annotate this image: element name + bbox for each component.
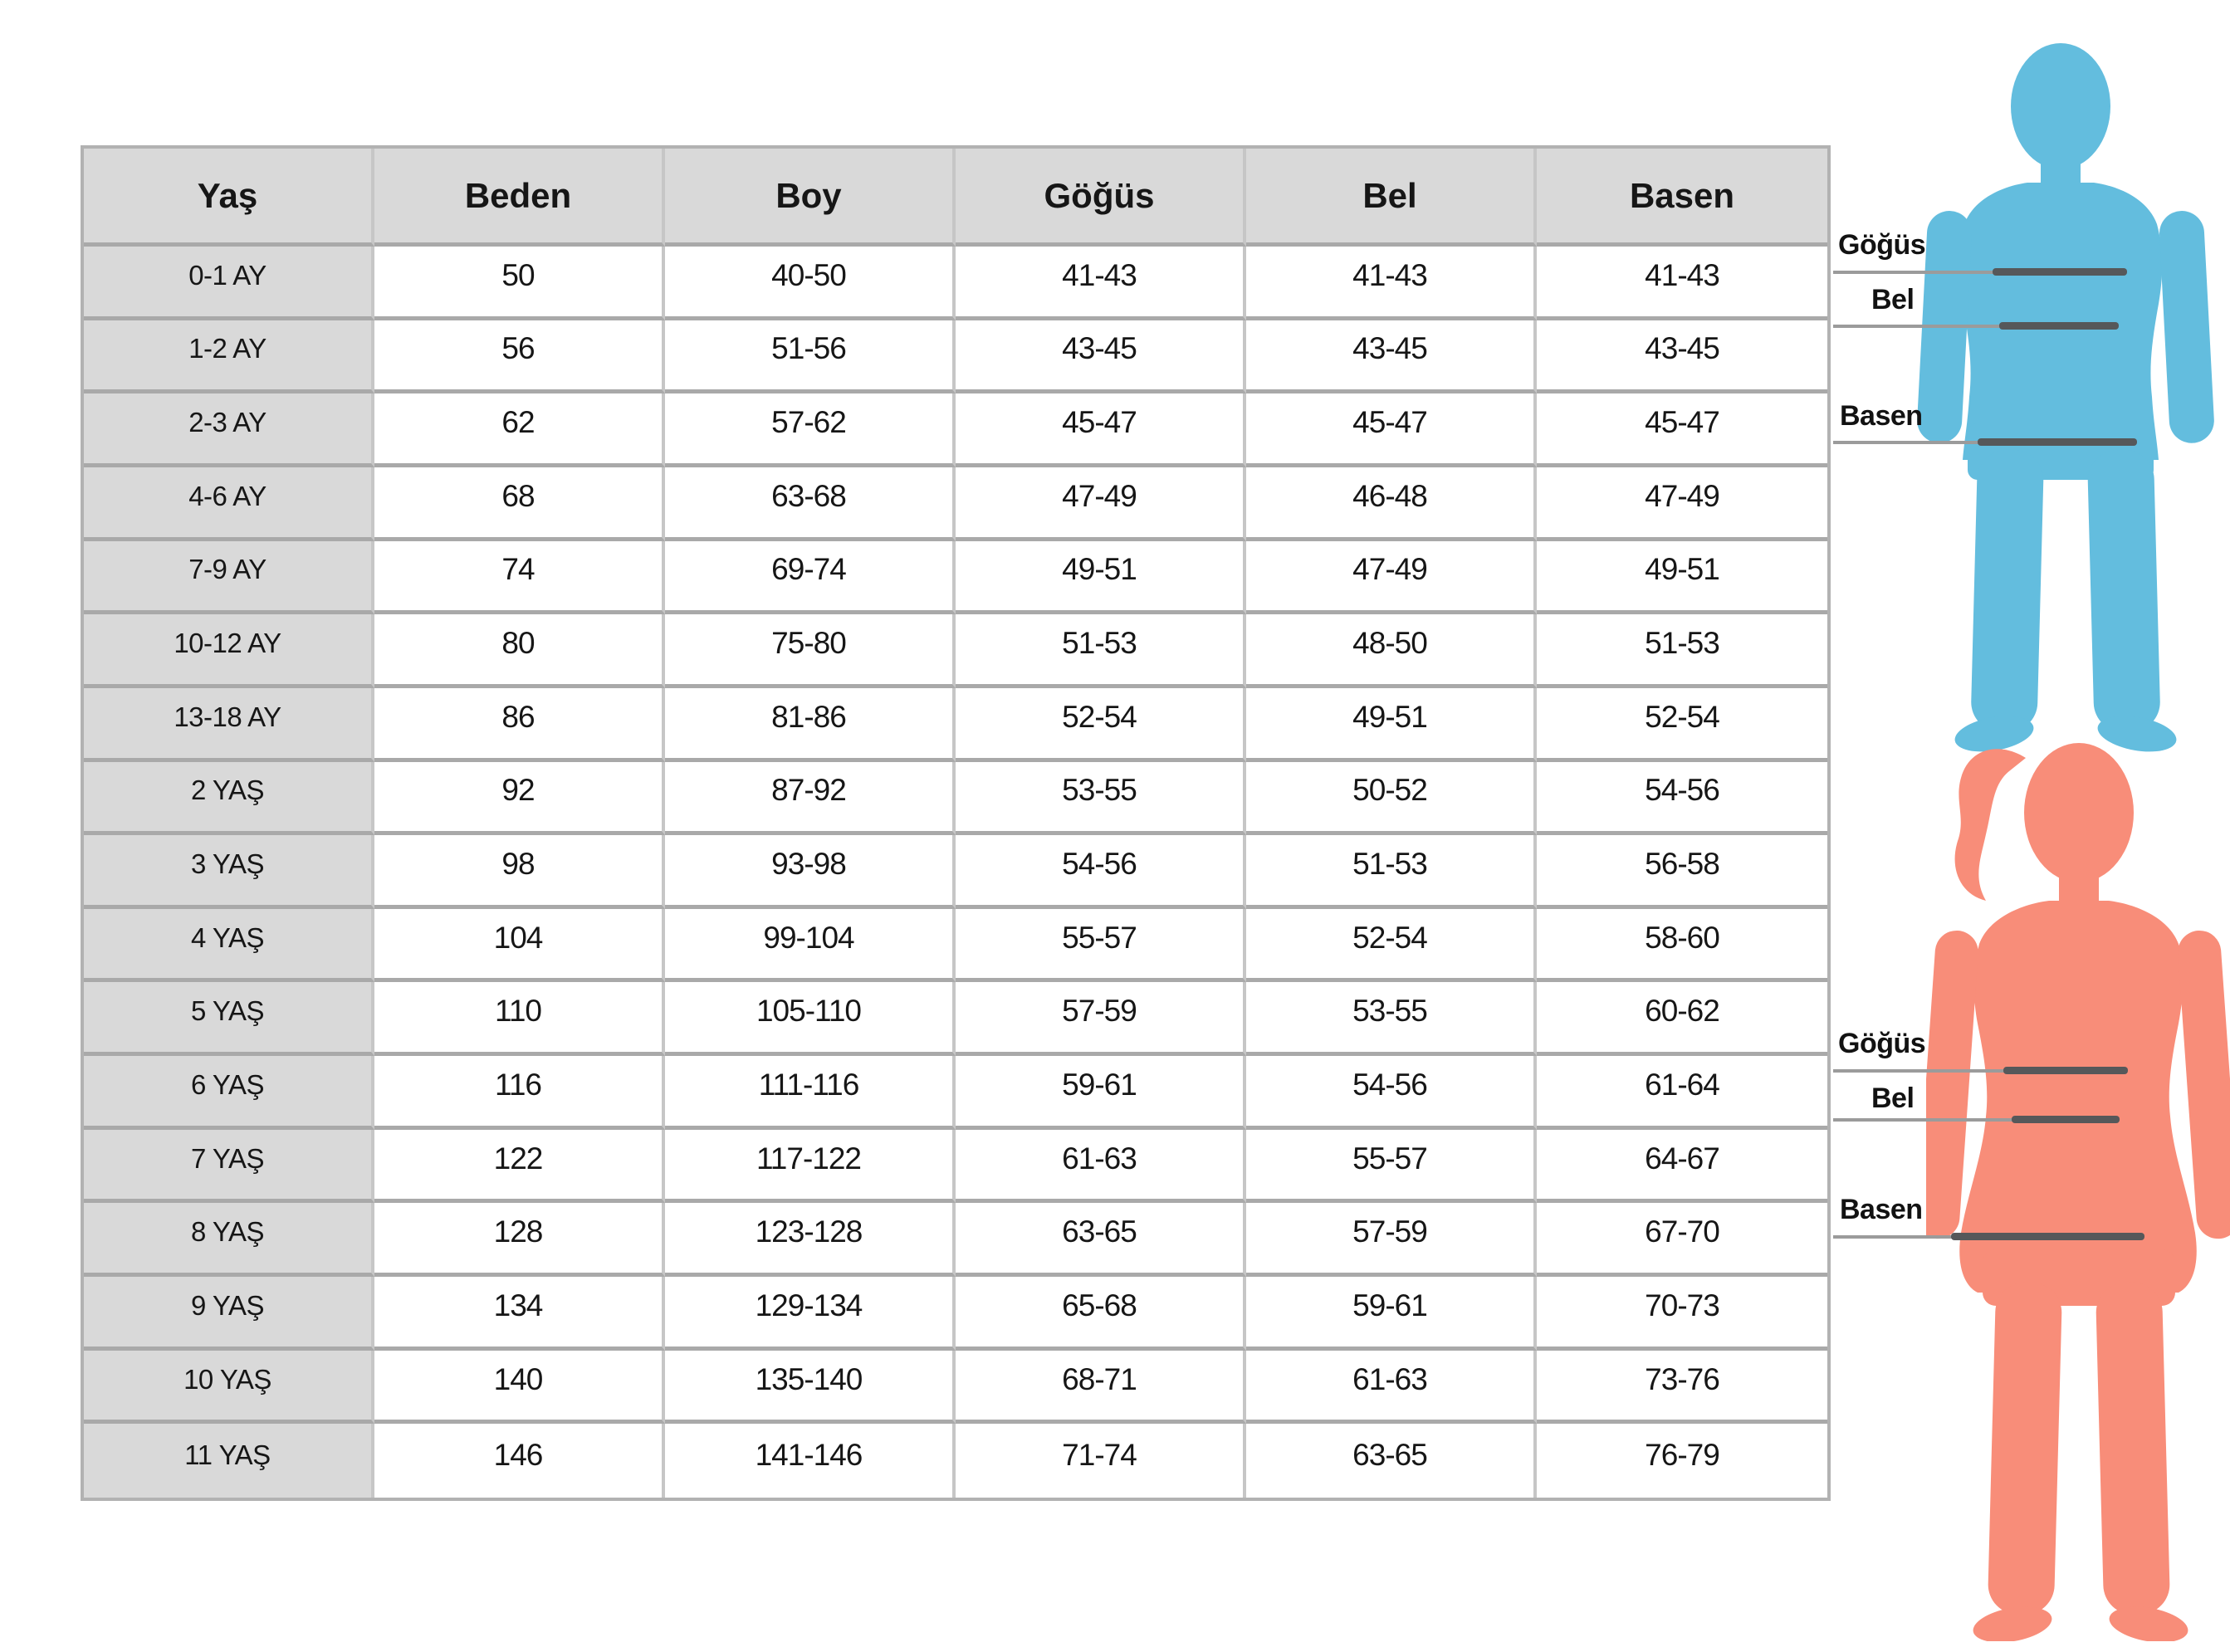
value-cell: 128	[374, 1203, 665, 1277]
value-cell: 87-92	[665, 762, 956, 836]
value-cell: 52-54	[1537, 688, 1827, 762]
value-cell: 75-80	[665, 614, 956, 688]
value-cell: 64-67	[1537, 1130, 1827, 1204]
row-label-cell: 3 YAŞ	[84, 835, 374, 909]
value-cell: 61-64	[1537, 1056, 1827, 1130]
value-cell: 110	[374, 982, 665, 1056]
value-cell: 55-57	[1246, 1130, 1537, 1204]
row-label-cell: 0-1 AY	[84, 247, 374, 320]
girl-chest-line	[1833, 1069, 2005, 1073]
boy-chest-label: Göğüs	[1838, 229, 1926, 261]
value-cell: 43-45	[956, 320, 1246, 394]
value-cell: 52-54	[1246, 909, 1537, 983]
value-cell: 60-62	[1537, 982, 1827, 1056]
value-cell: 43-45	[1246, 320, 1537, 394]
value-cell: 51-53	[1537, 614, 1827, 688]
value-cell: 63-65	[956, 1203, 1246, 1277]
value-cell: 57-62	[665, 393, 956, 467]
boy-waist-line	[1833, 325, 2001, 328]
value-cell: 59-61	[1246, 1277, 1537, 1351]
value-cell: 54-56	[1537, 762, 1827, 836]
boy-waist-band	[1999, 322, 2119, 330]
row-label-cell: 9 YAŞ	[84, 1277, 374, 1351]
value-cell: 67-70	[1537, 1203, 1827, 1277]
value-cell: 46-48	[1246, 467, 1537, 541]
value-cell: 63-68	[665, 467, 956, 541]
value-cell: 86	[374, 688, 665, 762]
row-label-cell: 4-6 AY	[84, 467, 374, 541]
column-header: Göğüs	[956, 149, 1246, 247]
boy-hip-line	[1833, 441, 1979, 444]
value-cell: 52-54	[956, 688, 1246, 762]
row-label-cell: 2 YAŞ	[84, 762, 374, 836]
boy-body-shape	[1916, 43, 2215, 755]
value-cell: 93-98	[665, 835, 956, 909]
value-cell: 57-59	[956, 982, 1246, 1056]
value-cell: 81-86	[665, 688, 956, 762]
value-cell: 73-76	[1537, 1351, 1827, 1425]
girl-waist-band	[2012, 1116, 2120, 1123]
value-cell: 51-56	[665, 320, 956, 394]
girl-hip-line	[1833, 1235, 1953, 1239]
row-label-cell: 10-12 AY	[84, 614, 374, 688]
value-cell: 55-57	[956, 909, 1246, 983]
value-cell: 122	[374, 1130, 665, 1204]
column-header: Basen	[1537, 149, 1827, 247]
row-label-cell: 8 YAŞ	[84, 1203, 374, 1277]
value-cell: 47-49	[1246, 541, 1537, 615]
value-cell: 135-140	[665, 1351, 956, 1425]
value-cell: 140	[374, 1351, 665, 1425]
value-cell: 53-55	[956, 762, 1246, 836]
value-cell: 92	[374, 762, 665, 836]
value-cell: 49-51	[1246, 688, 1537, 762]
value-cell: 45-47	[1537, 393, 1827, 467]
value-cell: 49-51	[1537, 541, 1827, 615]
row-label-cell: 10 YAŞ	[84, 1351, 374, 1425]
row-label-cell: 7 YAŞ	[84, 1130, 374, 1204]
row-label-cell: 6 YAŞ	[84, 1056, 374, 1130]
boy-silhouette	[1901, 25, 2230, 755]
value-cell: 41-43	[1246, 247, 1537, 320]
girl-waist-label: Bel	[1871, 1083, 1915, 1114]
row-label-cell: 13-18 AY	[84, 688, 374, 762]
row-label-cell: 2-3 AY	[84, 393, 374, 467]
column-header: Bel	[1246, 149, 1537, 247]
value-cell: 58-60	[1537, 909, 1827, 983]
value-cell: 74	[374, 541, 665, 615]
value-cell: 104	[374, 909, 665, 983]
value-cell: 45-47	[956, 393, 1246, 467]
value-cell: 50	[374, 247, 665, 320]
value-cell: 68	[374, 467, 665, 541]
girl-body-shape	[1926, 743, 2230, 1641]
value-cell: 65-68	[956, 1277, 1246, 1351]
girl-chest-band	[2003, 1067, 2128, 1074]
column-header: Yaş	[84, 149, 374, 247]
value-cell: 45-47	[1246, 393, 1537, 467]
boy-hip-band	[1978, 438, 2137, 446]
row-label-cell: 11 YAŞ	[84, 1424, 374, 1498]
value-cell: 50-52	[1246, 762, 1537, 836]
girl-hip-band	[1951, 1233, 2144, 1240]
boy-chest-line	[1833, 271, 1994, 274]
boy-chest-band	[1993, 268, 2127, 276]
girl-chest-label: Göğüs	[1838, 1028, 1926, 1059]
value-cell: 56-58	[1537, 835, 1827, 909]
column-header: Beden	[374, 149, 665, 247]
value-cell: 49-51	[956, 541, 1246, 615]
value-cell: 43-45	[1537, 320, 1827, 394]
value-cell: 141-146	[665, 1424, 956, 1498]
value-cell: 53-55	[1246, 982, 1537, 1056]
value-cell: 41-43	[1537, 247, 1827, 320]
value-cell: 51-53	[1246, 835, 1537, 909]
column-header: Boy	[665, 149, 956, 247]
value-cell: 71-74	[956, 1424, 1246, 1498]
girl-hip-label: Basen	[1840, 1194, 1923, 1225]
value-cell: 57-59	[1246, 1203, 1537, 1277]
value-cell: 134	[374, 1277, 665, 1351]
value-cell: 61-63	[956, 1130, 1246, 1204]
value-cell: 116	[374, 1056, 665, 1130]
value-cell: 70-73	[1537, 1277, 1827, 1351]
value-cell: 54-56	[956, 835, 1246, 909]
value-cell: 54-56	[1246, 1056, 1537, 1130]
row-label-cell: 7-9 AY	[84, 541, 374, 615]
value-cell: 47-49	[956, 467, 1246, 541]
value-cell: 56	[374, 320, 665, 394]
value-cell: 98	[374, 835, 665, 909]
value-cell: 69-74	[665, 541, 956, 615]
girl-silhouette	[1926, 735, 2230, 1641]
row-label-cell: 4 YAŞ	[84, 909, 374, 983]
value-cell: 146	[374, 1424, 665, 1498]
size-table	[81, 145, 1831, 1501]
value-cell: 47-49	[1537, 467, 1827, 541]
row-label-cell: 1-2 AY	[84, 320, 374, 394]
value-cell: 105-110	[665, 982, 956, 1056]
boy-hip-label: Basen	[1840, 400, 1923, 432]
value-cell: 117-122	[665, 1130, 956, 1204]
value-cell: 80	[374, 614, 665, 688]
value-cell: 111-116	[665, 1056, 956, 1130]
girl-waist-line	[1833, 1118, 2013, 1122]
value-cell: 76-79	[1537, 1424, 1827, 1498]
value-cell: 59-61	[956, 1056, 1246, 1130]
value-cell: 129-134	[665, 1277, 956, 1351]
value-cell: 41-43	[956, 247, 1246, 320]
boy-waist-label: Bel	[1871, 284, 1915, 315]
value-cell: 61-63	[1246, 1351, 1537, 1425]
value-cell: 48-50	[1246, 614, 1537, 688]
value-cell: 40-50	[665, 247, 956, 320]
row-label-cell: 5 YAŞ	[84, 982, 374, 1056]
value-cell: 51-53	[956, 614, 1246, 688]
value-cell: 63-65	[1246, 1424, 1537, 1498]
value-cell: 68-71	[956, 1351, 1246, 1425]
value-cell: 123-128	[665, 1203, 956, 1277]
value-cell: 62	[374, 393, 665, 467]
value-cell: 99-104	[665, 909, 956, 983]
